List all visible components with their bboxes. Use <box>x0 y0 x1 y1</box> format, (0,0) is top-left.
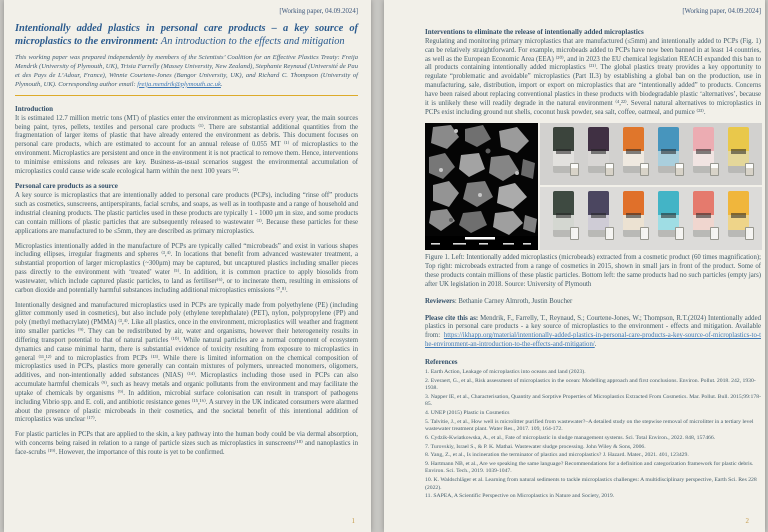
heading-interventions: Interventions to eliminate the release of intentionally added microplastics <box>425 28 644 36</box>
paragraph-source-4: For plastic particles in PCPs that are applied to the skin, a key pathway into the human body could be via dermal absorption, with concerns being raised in relation to a range of particle sizes such as microplastics in sunscreens⁽¹⁸⁾ and nanoplastics in face-scrubs ⁽¹⁹⁾. However, the importance of this route is yet to be confirmed. <box>15 431 358 456</box>
reference-item: 5. Talvitie, J., et al., How well is microlitter purified from wastewater?–A detailed study on the stepwise removal of microlitter in a tertiary level wastewater treatment plant. Water Res., 2017. 109, 164-172. <box>425 418 754 432</box>
products-photo-2018-no-microbeads <box>540 187 762 250</box>
working-paper-header: [Working paper, 04.09.2024] <box>682 8 761 15</box>
gold-divider <box>15 95 358 96</box>
product-tube <box>728 191 749 237</box>
paragraph-source-2: Microplastics intentionally added in the manufacture of PCPs are typically called “microbeads” and exist in various shapes including ellipses, irregular fragments and spheres ⁽³,⁴⁾. In locations that benefit from advanced wastewater treatment, a substantial proportion of larger microplastics (~300μm) may be captured, but uncaptured plastics including smaller pieces pass directly to the environment with ‘treated’ water ⁽⁵⁾. In addition, it is common practice to apply biosolids from wastewater, which include captured plastic particles, to land as fertiliser⁽⁶⁾, or to incinerate them, resulting in emissions of carbon dioxide and potentially harmful substances including additional microplastics emissions ⁽⁷,⁸⁾. <box>15 242 358 294</box>
working-paper-header: [Working paper, 04.09.2024] <box>279 8 358 15</box>
product-tube <box>623 191 644 237</box>
heading-personal-care-products: Personal care products as a source <box>15 182 118 191</box>
sem-scalebar <box>465 237 495 240</box>
heading-introduction: Introduction <box>15 104 53 113</box>
microbead-sample-jar <box>605 163 614 176</box>
product-tube <box>588 191 609 237</box>
microbead-sample-jar <box>745 163 754 176</box>
product-tube <box>658 127 679 173</box>
corresponding-author-email-link[interactable]: freija.mendrik@plymouth.ac.uk <box>137 80 221 88</box>
page-number-1: 1 <box>351 517 355 525</box>
citation-text: Mendrik, F., Farrelly, T., Reynaud, S.; Courtene-Jones, W.; Thompson, R.T.(2024) Intentionally added plastics in personal care products - a key source of microplastics to the environment - effects and mitigation. Available from: <box>425 314 761 340</box>
product-tube <box>623 127 644 173</box>
reference-item: 6. Cydzik-Kwiatkowska, A., et al., Fate of microplastic in sludge management systems. Sci. Total Environ., 2022. 848, 157466. <box>425 434 716 441</box>
microbead-sample-jar <box>675 227 684 240</box>
microbead-sample-jar <box>675 163 684 176</box>
products-photo-2015-with-microbeads <box>540 123 762 185</box>
reference-item: 9. Hartmann NB, et al., Are we speaking the same language? Recommendations for a definition and categorization framework for plastic debris. Environ. Sci. Tech., 2019. 1039-1047. <box>425 461 754 475</box>
figure-1 <box>425 123 762 250</box>
paragraph-introduction: It is estimated 12.7 million metric tons (MT) of plastics enter the environment as microplastics every year, the main sources being paint, tyres, pellets, textiles and personal care products ⁽¹⁾. There are substantial additional quantities from the fragmentation of larger items of plastic that have already entered the environment as debris. This document focuses on personal care products, which are estimated to account for an annual release of 0.055 MT ⁽¹⁾ of microplastics to the environment. Microplastics are persistent and once in the environment it is not practical to remove them. Hence, interventions to minimise emissions and releases are key. Business-as-usual scenarios suggest the environmental accumulation of microplastics could cause wide scale ecological harm within the next 100 years ⁽²⁾. <box>15 114 358 175</box>
citation-label: Please cite this as: <box>425 314 479 322</box>
paragraph-interventions: Regulating and monitoring primary microplastics that are manufactured (≤5mm) and intentionally added to PCPs (Fig. 1) can be relatively straightforward. For example, microbeads added to PCPs have now been banned in at least 14 countries, as well as the European Economic Area (EEA) ⁽²⁰⁾, and in 2023 the EU chemical legislation REACH expanded this ban to all products containing intentionally added microplastics ⁽²¹⁾. The global plastics treaty provides a key opportunity to regulate “problematic and avoidable” microplastics (Part II.3) by establishing a global ban on the production, use in manufacturing, sale, distribution, import or export on microplastics that are “intentionally added” to products. Concerns have been raised about replacing conventional plastics in these products with biodegradable plastic ‘alternatives’, because it is unlikely these will readily degrade in the natural environment ⁽⁴,²²⁾. Several natural alternatives to microplastics in PCPs exist including ground nut shells, coconut husk powder, sea salt, coffee, oatmeal, and pumice ⁽²³⁾. <box>425 38 761 116</box>
citation-url-link[interactable]: https://ikhapp.org/material/intentionally-added-plastics-in-personal-care-products-a-key-source-of-microplastics-to-the-environment-an-introduction-to-the-effects-and-mitigation/ <box>425 332 761 349</box>
product-tube <box>693 127 714 173</box>
paragraph-source-3: Intentionally designed and manufactured microplastics used in PCPs are typically made from polyethylene (PE) (including glitter commonly used in cosmetics), but also include poly (ethylene terephthalate) (PET), nylon, polypropylene (PP) and poly (methyl methacrylate) (PMMA) ⁽³,⁴⁾. Like all plastics, once in the environment, microplastics will weather and fragment into smaller particles ⁽⁹⁾. They can be redistributed by air, water and organisms, however their heterogeneity results in differing transport potential to that of natural particles ⁽¹⁰⁾. While natural particles are a normal component of ecosystem dynamics and cause minimal harm, there is substantial evidence of toxicity resulting from exposure to microplastics in general ⁽¹¹,¹²⁾ and to microplastics from PCPs ⁽¹³⁾. While there is limited information on the chemical composition of microplastics used in PCPs, plastics more generally can contain mixtures of polymers, unreacted monomers, oligomers, additives, and non-intentionally added substances (NIAS) ⁽¹⁴⁾. Microplastics including those used in PCPs can also accumulate harmful chemicals ⁽⁹⁾, such as heavy metals and organic pollutants from the environment and may facilitate the uptake of chemicals by organisms ⁽⁹⁾. In addition, microbial surface colonisation can result in transport of pathogens including Vibrio spp. and E. coli, and antibiotic resistance genes ⁽¹⁵,¹⁶⁾. A survey in the UK indicated consumers were alarmed about the presence of plastic microbeads in their cosmetics, and the societal benefit of this intentional addition of microplastics was unclear ⁽¹⁷⁾. <box>15 301 358 424</box>
author-text-suffix: . <box>220 80 223 88</box>
author-text: This working paper was prepared independently by members of the Scientists’ Coalition for an Effective Plastics Treaty: Freija Mendrik (University of Plymouth, UK), Trisia Farrelly (Massey University, New Zealand), Stephanie Reynaud (Université de Pau et des Pays de L’Adour, France), Winnie Courtene-Jones (Bangor University, UK), and Richard C. Thompson (University of Plymouth, UK). Corresponding author email: <box>15 54 358 88</box>
reference-item: 10. K. Waldschläger et al. Learning from natural sediments to tackle microplastics challenges: A multidisciplinary perspective, Earth Sci. Res 228 (2022). <box>425 477 757 491</box>
citation-suffix: . <box>594 341 597 349</box>
author-block <box>15 54 358 89</box>
product-tube <box>728 127 749 173</box>
reference-item: 7. Turovskiy, Israel S., & P. K. Mathai. Wastewater sludge processing. John Wiley & Sons, 2006. <box>425 443 646 450</box>
reviewers-line <box>425 298 761 307</box>
microbead-sample-jar <box>640 227 649 240</box>
reference-item: 1. Earth Action, Leakage of microplastics into oceans and land (2023). <box>425 368 586 375</box>
title-main: Intentionally added plastics in personal care products – a key source of microplastics to the environment: <box>15 23 358 47</box>
page-number-2: 2 <box>745 517 749 525</box>
product-tube <box>588 127 609 173</box>
product-tube <box>658 191 679 237</box>
microbead-sample-jar <box>745 227 754 240</box>
reference-item: 2. Everaert, G., et al., Risk assessment of microplastics in the ocean: Modelling approach and first conclusions. Environ. Pollut. 2018. 242, 1930-1938. <box>425 377 756 391</box>
paragraph-source-1: A key source is microplastics that are intentionally added to personal care products (PCPs), including “rinse off” products such as cosmetics, sunscreens, antiperspirants, facial scrubs, and soaps, as well as in toothpaste and a range of household and industrial cleaning products. The plastic particles used in these products are typically 1 - 1000 μm in size, and some products can contain millions of plastic particles that are subsequently released to wastewater ⁽³⁾. Because these particles for these applications are manufactured to be ≤5mm, they are described as primary microplastics. <box>15 192 358 235</box>
microbead-sample-jar <box>710 163 719 176</box>
heading-references: References <box>425 357 458 366</box>
microbead-sample-jar <box>640 163 649 176</box>
product-tube <box>553 127 574 173</box>
references-list <box>425 369 761 501</box>
reference-item: 4. UNEP (2015) Plastic in Cosmetics <box>425 409 510 416</box>
reviewers-label: Reviewers <box>425 297 455 305</box>
citation-line <box>425 315 761 350</box>
microbead-sample-jar <box>570 163 579 176</box>
product-tube <box>693 191 714 237</box>
page-2 <box>384 0 765 532</box>
page-1 <box>4 0 371 532</box>
microbead-sample-jar <box>570 227 579 240</box>
page-title <box>15 23 358 48</box>
product-tube <box>553 191 574 237</box>
microbead-sample-jar <box>710 227 719 240</box>
sem-microbeads-image <box>425 123 538 250</box>
reference-item: 3. Napper IE, et al., Characterisation, Quantity and Sorptive Properties of Microplastics Extracted From Cosmetics. Mar. Pollut. Bull. 2015;99:178-85. <box>425 393 761 408</box>
title-subtitle: An introduction to the effects and mitigation <box>158 35 345 47</box>
reference-item: 8. Yang, Z., et al., Is incineration the terminator of plastics and microplastics? J. Hazard. Mater., 2021. 401, 123429. <box>425 452 689 459</box>
microbead-sample-jar <box>605 227 614 240</box>
reference-item: 11. SAPEA, A Scientific Perspective on Microplastics in Nature and Society, 2019. <box>425 493 615 500</box>
figure-1-caption: Figure 1. Left: Intentionally added microplastics (microbeads) extracted from a cosmetic product (60 times magnification); Top right: microbeads extracted from a range of cosmetics in 2015, shown in small jars in front of the product. Some of these products contain millions of these plastic particles. Bottom left: the same products had no such particles (empty jars) after UK legislation in 2018. Source: University of Plymouth <box>425 254 761 288</box>
cosmetic-products-photos <box>540 123 762 250</box>
reviewers-names: : Bethanie Carney Almroth, Justin Boucher <box>454 297 573 305</box>
